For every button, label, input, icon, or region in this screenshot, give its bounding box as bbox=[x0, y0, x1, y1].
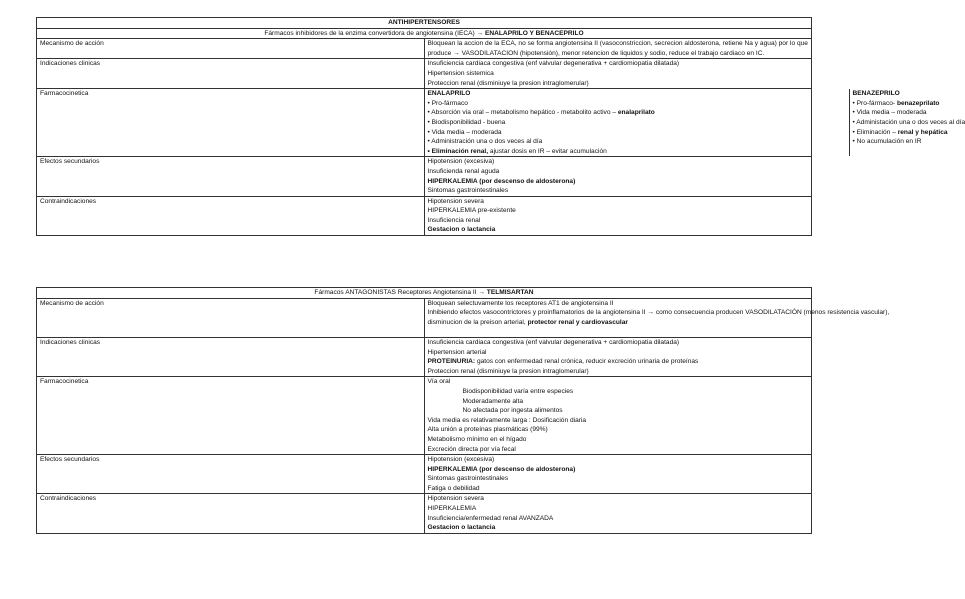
row-efectos bbox=[37, 455, 812, 494]
benazeprilo-column: BENAZEPRILO • Pro-fármaco- benazeprilato • Vida media – moderada • Administación una o dos veces al día • Eliminación – renal y hepática • No acumulación en IR bbox=[852, 90, 965, 146]
row-content: Bloquean selectuvamente los receptores AT1 de angiotensina II Inhibiendo efectos vasocontrictores y proinflamatorios de la angiotensina II → como consecuencia producen VASODILATACIÓN (menos resistencia vascular), disminucion de la preison arterial, protector renal y cardiovascular bbox=[424, 298, 812, 337]
ara2-table bbox=[36, 287, 890, 534]
row-label: Indicaciones clinicas bbox=[37, 337, 425, 376]
row-content: Vía oral Biodisponibilidad varía entre especies Moderadamente alta No afectada por ingesta alimentos Vida media es relativamente larga : Dosificación diaria Alta unión a proteínas plasmáticas (99%) Metabolismo mínimo en el hígado Excreción directa por vía fecal bbox=[424, 377, 812, 455]
row-label: Indicaciones clinicas bbox=[37, 59, 425, 89]
row-content: Insuficiencia cardiaca congestiva (enf valvular degenerativa + cardiomiopatia dilatada) Hipertension sistemica Proteccion renal (disminiuye la presion intraglomerular) bbox=[424, 59, 812, 89]
table-subtitle-row bbox=[37, 28, 812, 39]
row-mecanismo bbox=[37, 39, 812, 59]
row-label: Contraindicaciones bbox=[37, 196, 425, 235]
row-label: Efectos secundarios bbox=[37, 455, 425, 494]
row-label: Mecanismo de acción bbox=[37, 39, 425, 59]
ieca-table bbox=[36, 17, 965, 236]
row-label: Farmacocinetica bbox=[37, 377, 425, 455]
row-label: Efectos secundarios bbox=[37, 157, 425, 196]
row-label: Farmacocinetica bbox=[37, 89, 425, 157]
table-title: ANTIHIPERTENSORES bbox=[37, 18, 812, 29]
row-farmacocinetica bbox=[37, 89, 812, 157]
row-content: Hipotension (excesiva) HIPERKALEMIA (por descenso de aldosterona) Sintomas gastrointestinales Fatiga o debilidad bbox=[424, 455, 812, 494]
row-contraindicaciones bbox=[37, 196, 812, 235]
row-content: Hipotension severa HIPERKALEMIA pre-existente Insuficiencia renal Gestacion o lactancia bbox=[424, 196, 812, 235]
table-title-row bbox=[37, 18, 812, 29]
row-label: Mecanismo de acción bbox=[37, 298, 425, 337]
row-content: Insuficiencia cardiaca congestiva (enf valvular degenerativa + cardiomiopatia dilatada) Hipertension arterial PROTEINURIA: gatos con enfermedad renal crónica, reducir excreción urinaria de proteínas Proteccion renal (disminiuye la presion intraglomerular) bbox=[424, 337, 812, 376]
row-indicaciones bbox=[37, 337, 812, 376]
enalaprilo-column: ENALAPRILO • Pro-fármaco • Absorción via oral – metabolismo hepático - metabolito activo – enalaprilato • Biodisponibilidad - buena • Vida media – moderada • Administración una o dos veces al día • Eliminación renal, ajustar dosis en IR – evitar acumulación bbox=[425, 89, 850, 156]
table-title: Fármacos ANTAGONISTAS Receptores Angiotensina II → TELMISARTAN bbox=[37, 288, 812, 299]
table-title-row bbox=[37, 288, 812, 299]
row-content: Hipotension severa HIPERKALEMIA Insuficiencia/enfermedad renal AVANZADA Gestacion o lactancia bbox=[424, 494, 812, 533]
row-indicaciones bbox=[37, 59, 812, 89]
row-content bbox=[424, 89, 965, 157]
row-efectos bbox=[37, 157, 812, 196]
row-farmacocinetica bbox=[37, 377, 812, 455]
row-contraindicaciones bbox=[37, 494, 812, 533]
row-content: Bloquean la accion de la ECA, no se forma angiotensina II (vasoconstriccion, secrecion aldosterona, retiene Na y agua) por lo que produce → VASODILATACION (hipotensión), menor retencion de liquidos y sodio, reduce el trabajo cardiaco en IC. bbox=[424, 39, 812, 59]
row-content: Hipotension (excesiva) Insuficienda renal aguda HIPERKALEMIA (por descenso de aldosterona) Sintomas gastrointestinales bbox=[424, 157, 812, 196]
row-label: Contraindicaciones bbox=[37, 494, 425, 533]
row-mecanismo bbox=[37, 298, 812, 337]
table-subtitle: Fármacos inhibidores de la enzima convertidora de angiotensina (IECA) → ENALAPRILO Y BENACEPRILO bbox=[37, 28, 812, 39]
